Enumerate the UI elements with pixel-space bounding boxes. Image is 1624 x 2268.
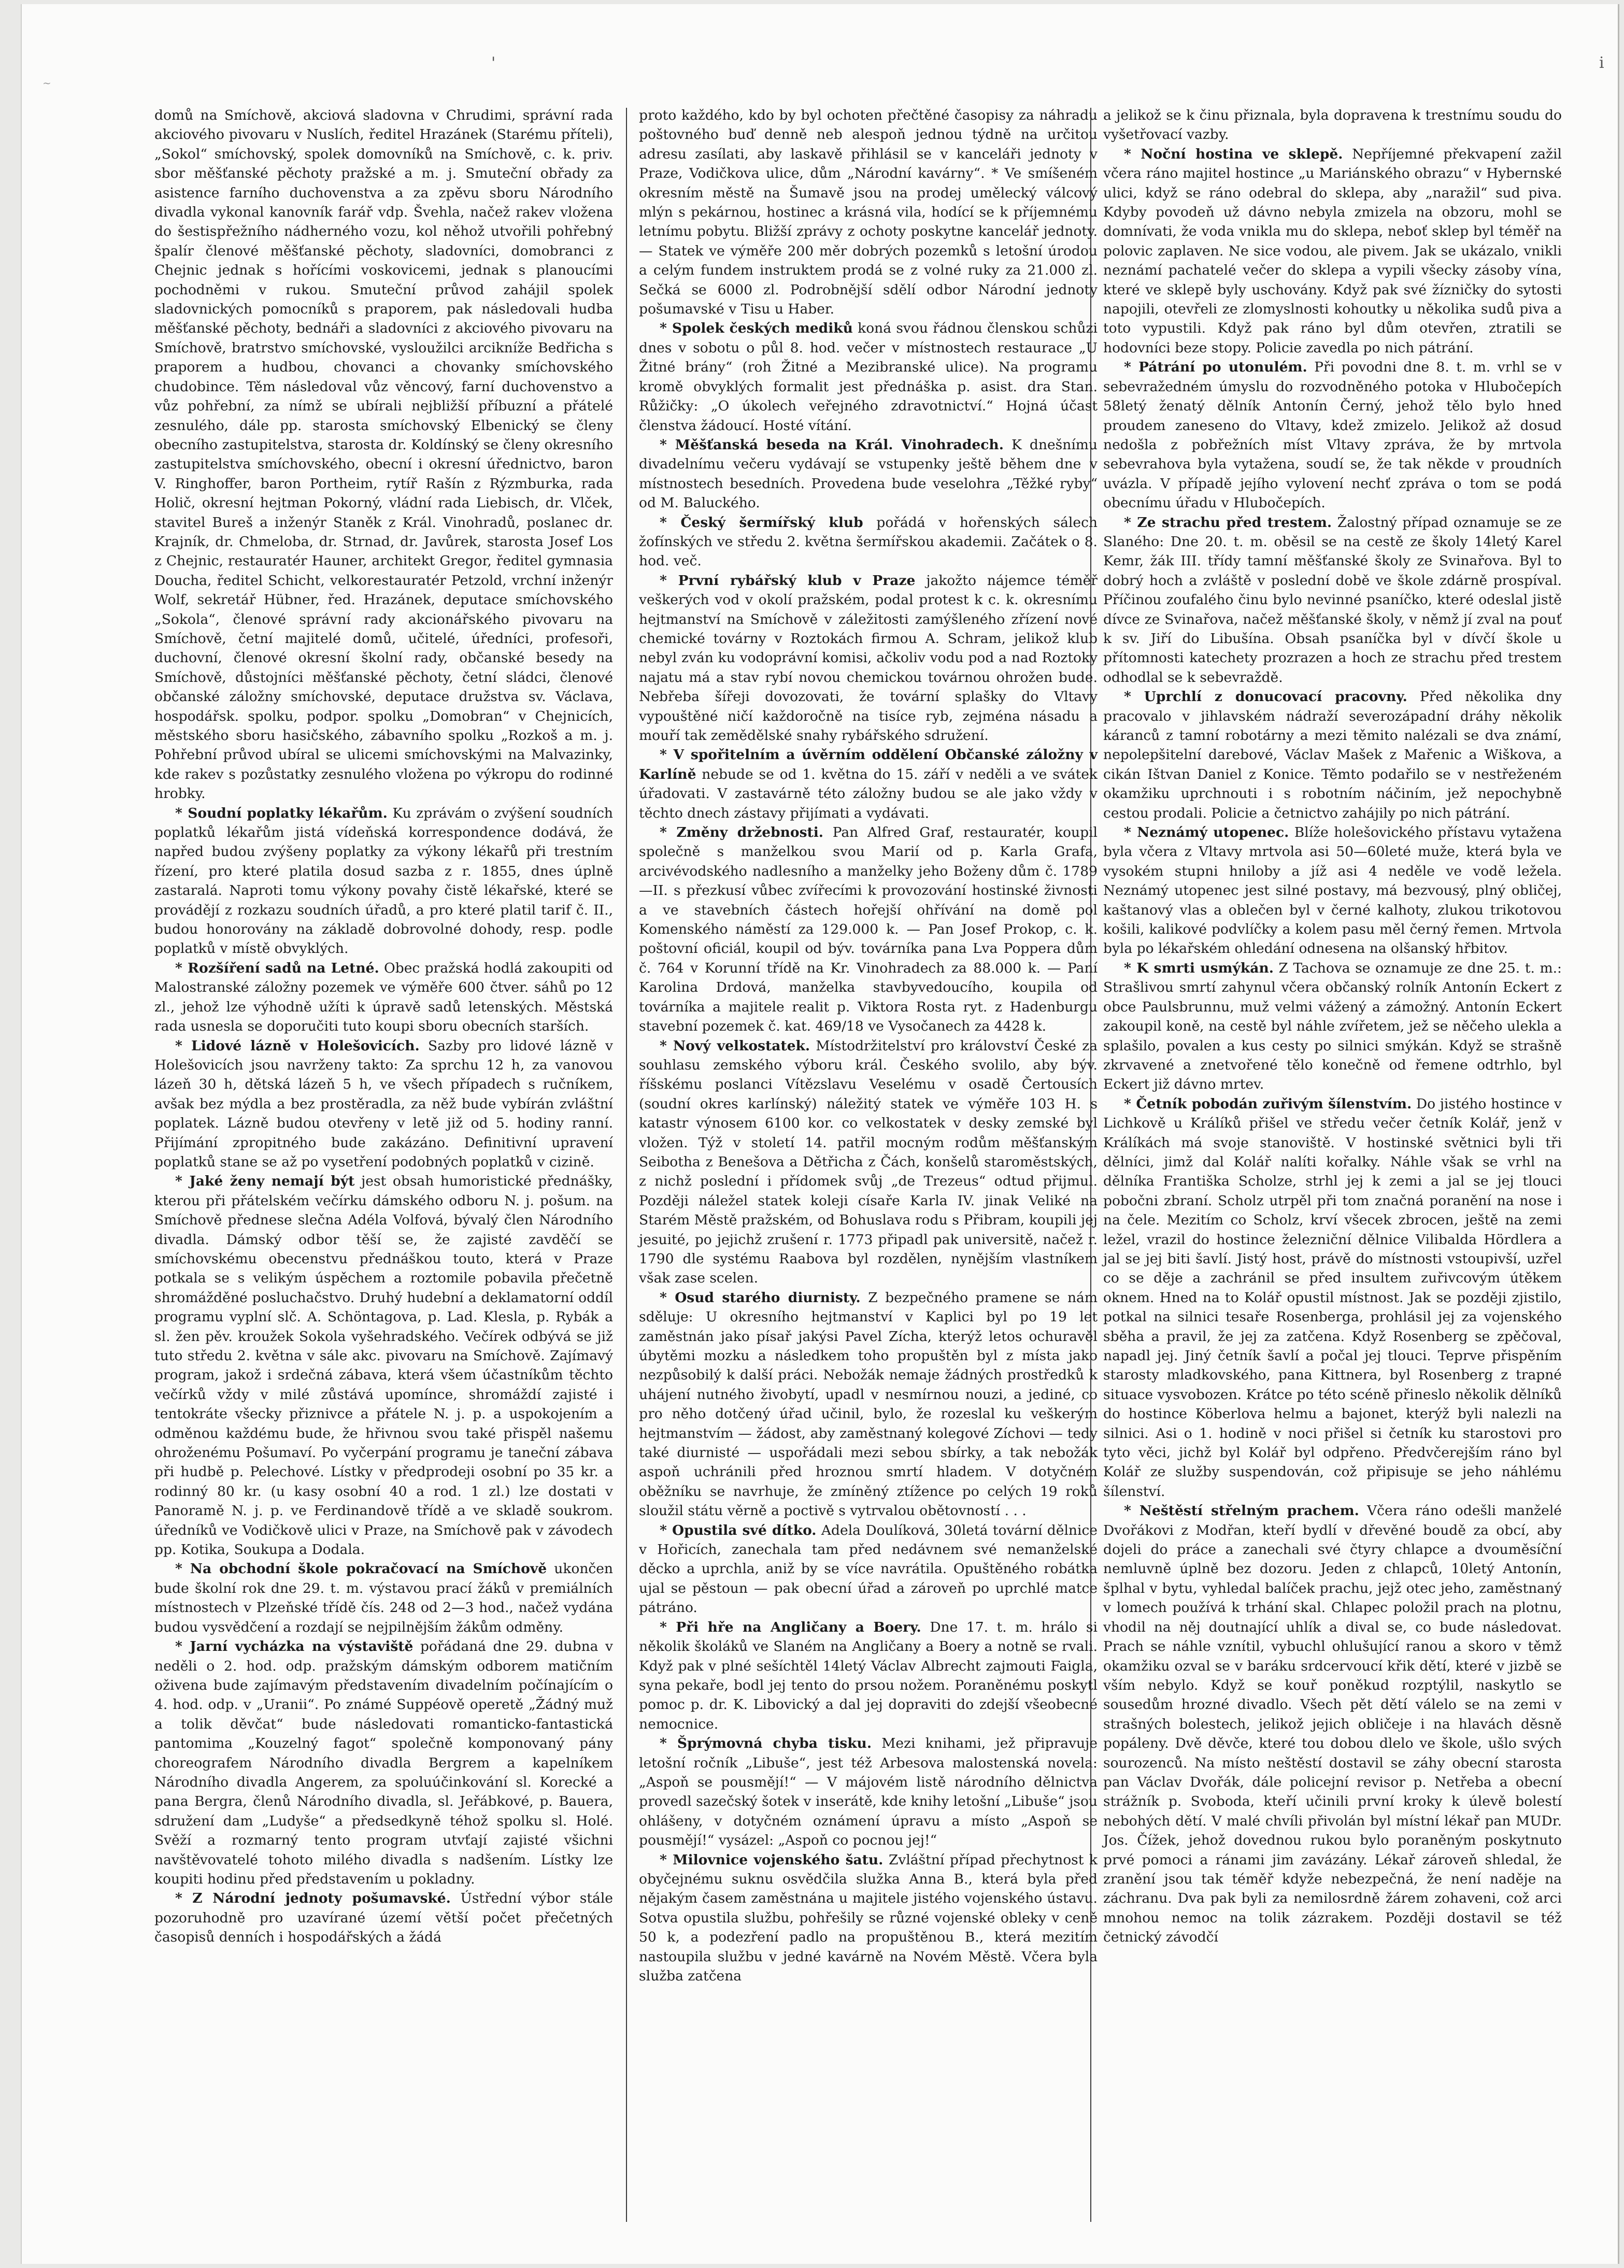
page-mark-top-right: i xyxy=(1599,54,1604,72)
news-item-heading: * Ze strachu před trestem. xyxy=(1124,514,1332,531)
news-item-text: K dnešnímu divadelnímu večeru vydávají se vstupenky ještě během dne v místnostech besedních. Provedena bude veselohra „Těžké ryby“ od M. Baluckého. xyxy=(639,436,1098,511)
news-item-heading: * Neznámý utopenec. xyxy=(1124,824,1289,841)
news-item-text: Nepříjemné překvapení zažil včera ráno majitel hostince „u Mariánského obrazu“ v Hybernské ulici, když se ráno odebral do sklepa, aby „naražil“ sud piva. Kdyby povodeň už dávno nebyla zmizela na obzoru, mohl se domnívati, že voda vnikla mu do sklepa, neboť sklep byl téměř na polovic zaplaven. Ne sice vodou, ale pivem. Jak se ukázalo, vnikli neznámí pachatelé večer do sklepa a vypili všecky zásoby vína, které ve sklepě byly uschovány. Když pak své žízničky do sytosti napojili, otevřeli ze zlomyslnosti kohoutky u několika sudů piva a toto vypustili. Když pak ráno byl dům otevřen, ztratili se hodovníci beze stopy. Policie zavedla po nich pátrání. xyxy=(1103,146,1562,356)
news-item-text: Dne 17. t. m. hrálo si několik školáků ve Slaném na Angličany a Boery a notně se rvali. Když pak v plné sešíchtěl 14letý Václav Albrecht zajmouti Faigla, syna pekaře, bodl jej tento do prsou nožem. Poraněnému poskytl pomoc p. dr. K. Libovický a dal jej dopraviti do zdejší všeobecné nemocnice. xyxy=(639,1619,1098,1732)
news-item-heading: * První rybářský klub v Praze xyxy=(660,572,916,589)
news-item-text: jakožto nájemce téměř veškerých vod v okolí pražském, podal protest k c. k. okresnímu hejtmanství na Smíchově v záležitosti zamýšleného zřízení nové chemické továrny v Roztokách firmou A. Schram, jelikož klub nebyl zván ku vodoprávní komisi, ačkoliv vodu pod a nad Roztoky najatu má a stav rybí novou chemickou továrnou ohrožen bude. Nebřeba šířeji dovozovati, že tovární splašky do Vltavy vypouštěné ničí každoročně na tisíce ryb, zejména násadu a mouří tak zemědělské snahy rybářského sdružení. xyxy=(639,572,1098,744)
news-item xyxy=(1103,823,1562,959)
news-item-text: Sazby pro lidové lázně v Holešovicích jsou navrženy takto: Za sprchu 12 h, za vanovou lázeň 30 h, dětská lázeň 5 h, ve všech případech s ručníkem, avšak bez mýdla a bez prostěradla, za něž bude vybírán zvláštní poplatek. Lázně budou otevřeny v letě již od 5. hodiny ranní. Přijímání zpropitného bude zakázáno. Definitivní upravení poplatků stane se až po vysetření podobných poplatků v cizině. xyxy=(154,1037,613,1170)
page-mark-top-center: ' xyxy=(491,54,496,72)
news-item-text: Pan Alfred Graf, restauratér, koupil společně s manželkou svou Marií od p. Karla Grafa, arcivévodského nadlesního a manželky jeho Boženy dům č. 1789—II. s přezkusí vůbec zvířecími k provozování hostinské živnosti a ve stavebních částech hořejší ohřívání na domě pol Komenského náměstí za 129.000 k. — Pan Josef Prokop, c. k. poštovní oficiál, koupil od býv. továrníka pana Lva Poppera dům č. 764 v Korunní třídě na Kr. Vinohradech za 88.000 k. — Paní Karolina Drdová, manželka stavbyvedoucího, koupila od továrníka a majitele realit p. Viktora Rosta ryt. z Hadenburgu stavební pozemek č. kat. 469/18 ve Vysočanech za 4428 k. xyxy=(639,824,1098,1035)
news-item-heading: * Spolek českých mediků xyxy=(660,320,853,337)
news-item-heading: * Jarní vycházka na výstaviště xyxy=(175,1638,414,1655)
news-item xyxy=(154,1889,613,1947)
news-item xyxy=(639,513,1098,571)
news-item-text: Ústřední výbor stále pozoruhodně pro uzavírané území větší počet přečetných časopisů denních i hospodářských a žádá xyxy=(154,1890,613,1946)
news-item xyxy=(1103,106,1562,145)
news-item xyxy=(1103,1094,1562,1502)
news-item-heading: * V spořitelním a úvěrním oddělení Občanské záložny v Karlíně xyxy=(639,747,1098,782)
news-item-text: Obec pražská hodlá zakoupiti od Malostranské záložny pozemek ve výměře 600 čtver. sáhů po 12 zl., jehož lze výhodně užíti k úpravě sadů letenských. Městská rada usnesla se doporučiti tuto koupi sboru obecních starších. xyxy=(154,960,613,1035)
news-item-heading: * Měšťanská beseda na Král. Vinohradech. xyxy=(660,436,1004,453)
news-item-text: Ku zprávám o zvýšení soudních poplatků lékařům jistá vídeňská korrespondence dodává, že napřed budou zvýšeny poplatky za výkony lékařů při trestním řízení, pro které platila dosud sazba z r. 1855, dnes úplně zastaralá. Naproti tomu výkony povahy čistě lékařské, které se provádějí z rozkazu soudních úřadů, a pro které platil tarif č. II., budou honorovány na základě dobrovolné dohody, resp. podle poplatků v místě obvyklých. xyxy=(154,805,613,957)
news-item-heading: * Při hře na Angličany a Boery. xyxy=(660,1619,921,1635)
news-item-text: Blíže holešovického přístavu vytažena byla včera z Vltavy mrtvola asi 50—60leté muže, která byla ve vysokém stupni hniloby a jíž asi 4 neděle ve vodě ležela. Neznámý utopenec jest silné postavy, má bezvousý, plný obličej, kaštanový vlas a oblečen byl v černé kalhoty, zlukou trikotovou košili, kalikové podvlíčky a kolem pasu měl černý řemen. Mrtvola byla po lékařském ohledání odnesena na olšanský hřbitov. xyxy=(1103,824,1562,957)
news-item xyxy=(154,959,613,1036)
news-item-heading: * Šprýmovná chyba tisku. xyxy=(660,1735,872,1752)
news-item-heading: * Osud starého diurnisty. xyxy=(660,1289,861,1306)
news-item-text: Mezi knihami, jež připravuje letošní ročník „Libuše“, jest též Arbesova malostenská novela: „Aspoň se pousmějí!“ — V májovém listě národního dělnictva provedl sazečský šotek v inserátě, kde knihy letošní „Libuše“ jsou ohlášeny, v dotyčném oznámení úpravu a místo „Aspoň se pousmějí!“ vysázel: „Aspoň co pocnou jej!“ xyxy=(639,1735,1098,1849)
news-item-heading: * Změny držebnosti. xyxy=(660,824,824,841)
news-item-text: a jelikož se k činu přiznala, byla dopravena k trestnímu soudu do vyšetřovací vazby. xyxy=(1103,107,1562,143)
news-item xyxy=(154,1172,613,1559)
news-item xyxy=(639,1618,1098,1734)
news-item-heading: * Jaké ženy nemají být xyxy=(175,1173,355,1190)
news-item-heading: * Český šermířský klub xyxy=(660,514,863,531)
news-item-heading: * Nový velkostatek. xyxy=(660,1037,810,1054)
news-item xyxy=(1103,145,1562,358)
news-item-heading: * Z Národní jednoty pošumavské. xyxy=(175,1890,451,1907)
news-item-text: nebude se od 1. května do 15. září v neděli a ve svátek úřadovati. V zastavárně této záložny budou se ale jako vždy v těchto dnech zástavy přijímati a vydávati. xyxy=(639,766,1098,821)
news-item xyxy=(1103,358,1562,512)
news-item xyxy=(639,1734,1098,1850)
news-item-text: koná svou řádnou členskou schůzi dnes v sobotu o půl 8. hod. večer v místnostech restaurace „U Žitné brány“ (roh Žitné a Mezibranské ulice). Na programu kromě obvyklých formalit jest přednáška p. asist. dra Stan. Růžičky: „O úkolech veřejného zdravotnictví.“ Hojná účast členstva žádoucí. Hosté vítání. xyxy=(639,320,1098,434)
page-mark-top-left: ~ xyxy=(42,77,51,89)
news-item xyxy=(154,106,613,804)
news-item xyxy=(639,319,1098,435)
news-item-heading: * Rozšíření sadů na Letné. xyxy=(175,960,379,976)
news-item xyxy=(639,1521,1098,1618)
news-item xyxy=(154,1036,613,1172)
news-item-heading: * Soudní poplatky lékařům. xyxy=(175,805,388,821)
news-item-heading: * Opustila své dítko. xyxy=(660,1522,817,1538)
news-item-heading: * Četník pobodán zuřivým šílenstvím. xyxy=(1124,1095,1412,1112)
news-item-text: Při povodni dne 8. t. m. vrhl se v sebevražedném úmyslu do rozvodněného potoka v Hlubočepích 58letý ženatý dělník Antonín Černý, jehož tělo bylo hned proudem zaneseno do Vltavy, kdež zmizelo. Jelikož až dosud nedošla z pobřežních míst Vltavy zpráva, že by mrtvola sebevrahova byla vytažena, soudí se, že tak někde v proudních uvázla. V případě jejího vylovení nechť zpráva o tom se podá obecnímu úřadu v Hlubočepích. xyxy=(1103,359,1562,511)
news-item xyxy=(639,435,1098,513)
column-1 xyxy=(154,106,613,1947)
news-item xyxy=(639,106,1098,319)
news-item xyxy=(639,745,1098,823)
news-item xyxy=(639,1288,1098,1521)
news-item xyxy=(639,1036,1098,1288)
news-item-text: Adela Doulíková, 30letá tovární dělnice v Hořicích, zanechala tam před nedávnem své nemanželské děcko a uprchla, aniž by se více navrátila. Opuštěného robátka ujal se pěstoun — pak obecní úřad a zároveň po uprchlé matce pátráno. xyxy=(639,1522,1098,1616)
news-item-heading: * Uprchlí z donucovací pracovny. xyxy=(1124,689,1407,705)
column-3 xyxy=(1103,106,1562,1947)
news-item-text: domů na Smíchově, akciová sladovna v Chrudimi, správní rada akciového pivovaru v Nuslích, ředitel Hrazánek (Starému příteli), „Sokol“ smíchovský, spolek domovníků na Smíchově, c. k. priv. sbor měšťanské pěchoty pražské a m. j. Smuteční obřady za asistence farního duchovenstva a za zpěvu sboru Národního divadla vykonal kanovník farář vdp. Švehla, načež rakev vložena do šestispřežního nádherného vozu, kol něhož utvořili pohřebný špalír členové měšťanské pěchoty, sladovníci, domobranci z Chejnic jednak s hořícími voskovicemi, jednak s planoucími pochodněmi v rukou. Smuteční průvod zahájil spolek sladovnických pomocníků s praporem, pak následovali hudba měšťanské pěchoty, bednáři a sladovníci z akciového pivovaru na Smíchově, bratrstvo smíchovské, vysloužilci arcikníže Bedřicha s praporem a hudbou, chovanci a chovanky smíchovského chudobince. Těm následoval vůz věncový, farní duchovenstvo a vůz pohřební, za nímž se ubírali nejbližší příbuzní a přátelé zesnulého, dále pp. starosta smíchovský Elbenický se členy obecního zastupitelstva, starosta dr. Koldínský se členy okresního zastupitelstva smíchovského, obecní i okresní úřednictvo, baron V. Ringhoffer, baron Portheim, rytíř Rašín z Rýzmburka, rada Holič, okresní hejtman Pokorný, vládní rada Liebisch, dr. Vlček, stavitel Bureš a inženýr Staněk z Král. Vinohradů, poslanec dr. Krajník, dr. Chmeloba, dr. Strnad, dr. Javůrek, starosta Josef Los z Chejnic, restauratér Hauner, architekt Gregor, ředitel gymnasia Doucha, ředitel Schicht, velkorestauratér Petzold, vrchní inženýr Wolf, sekretář Hübner, řed. Hrazánek, deputace smíchovského „Sokola“, členové správní rady akcionářského pivovaru na Smíchově, četní majitelé domů, učitelé, úředníci, profesoři, duchovní, členové okresní školní rady, občanské besedy na Smíchově, důstojníci měšťanské pěchoty, četní sládci, členové občanské záložny smíchovské, deputace družstva sv. Václava, hospodářsk. spolku, podpor. spolku „Domobran“ v Chejnicích, městského sboru hasičského, zábavního spolku „Rozkoš a m. j. Pohřební průvod ubíral se ulicemi smíchovskými na Malvazinky, kde rakev s pozůstatky zesnulého vložena po výkropu do rodinné hrobky. xyxy=(154,107,613,802)
news-item-heading: * Lidové lázně v Holešovicích. xyxy=(175,1037,420,1054)
newspaper-page xyxy=(21,4,1619,2264)
news-item xyxy=(1103,687,1562,823)
news-item xyxy=(639,571,1098,746)
news-item-text: Z Tachova se oznamuje ze dne 25. t. m.: Strašlivou smrtí zahynul včera občanský rolník Antonín Eckert z obce Paulsbrunnu, muž velmi vážený a zámožný. Antonín Eckert zakoupil koně, na cestě byl náhle zvířetem, jež se něčeho ulekla a splašilo, povalen a kus cesty po silnici smýkán. Když se strašně zkrvavené a znetvořené tělo konečně od řemene odtrhlo, byl Eckert již dávno mrtev. xyxy=(1103,960,1562,1093)
news-item-text: ukončen bude školní rok dne 29. t. m. výstavou prací žáků v premiálních místnostech v Plzeňské třídě čís. 248 od 2—3 hod., načež vydána budou vysvědčení a rozdají se nejpilnějším žákům odměny. xyxy=(154,1561,613,1635)
news-item-text: Z bezpečného pramene se nám sděluje: U okresního hejtmanství v Kaplici byl po 19 let zaměstnán jako písař jakýsi Pavel Zícha, kterýž letos ochuravěl úbytěmi mozku a následkem toho propuštěn byl z místa jako nezpůsobilý k další práci. Nebožák nemaje žádných prostředků k uhájení nutného živobytí, upadl v nesmírnou nouzi, a jediné, co pro něho dotčený úřad učinil, bylo, že rozeslal ku veškerým hejtmanstvím — žádost, aby zaměstnaný kolegové Zíchovi — tedy také diurnisté — uspořádali mezi sebou sbírky, a tak nebožák aspoň uchránili před hroznou smrtí hladem. V dotyčném oběžníku se navrhuje, že zmíněný ztížence po celých 19 roků sloužil státu věrně a poctivě s vytrvalou obětovností . . . xyxy=(639,1289,1098,1519)
news-item-text: Místodržitelství pro království České za souhlasu zemského výboru král. Českého svolilo, aby býv. říšskému poslanci Vítězslavu Veselému v osadě Čertousích (soudní okres karlínský) náležitý statek ve výměře 103 H. s katastr výnosem 6100 kor. co velkostatek v desky zemské byl vložen. Týž v století 14. patřil mocným rodům měšťanským Seibotha z Benešova a Dětřicha z Čách, konšelů staroměstských, z nichž poslední i přídomek svůj „de Trezeus“ odtud přijmul. Později náležel statek koleji císaře Karla IV. jinak Veliké na Starém Městě pražském, od Bohuslava rodu s Přibram, koupili jej jesuité, po jejichž zrušení r. 1773 připadl pak universitě, načež r. 1790 dle systému Raabova byl rozdělen, nynějším vlastníkem však zase scelen. xyxy=(639,1037,1098,1287)
news-item xyxy=(639,1850,1098,1986)
news-item-text: jest obsah humoristické přednášky, kterou při přátelském večírku dámského odboru N. j. pošum. na Smíchově přednese slečna Adéla Volfová, bývalý člen Národního divadla. Dámský odbor těší se, že zajisté zavděčí se smíchovskému obecenstvu přednáškou touto, která v Praze potkala se s velikým úspěchem a roztomile pobavila přečetně shromážděné posluchačstvo. Druhý hudební a deklamatorní oddíl programu vyplní slč. A. Schöntagova, p. Lad. Klesla, p. Rybák a sl. žen pěv. kroužek Sokola vyšehradského. Večírek odbývá se již tuto středu 2. května v sále akc. pivovaru na Smíchově. Zajímavý program, jakož i srdečná zábava, která všem účastníkům těchto večírků vždy v milé zůstává upomínce, shromáždí zajisté i tentokráte všecky přiznivce a přátele N. j. p. a uspokojením a odměnou každému bude, že hřivnou svou také přispěl našemu ohroženému Pošumaví. Po vyčerpání programu je taneční zábava při hudbě p. Pelechové. Lístky v předprodeji osobní po 35 kr. a rodinný 80 kr. (u kasy osobní 40 a rod. 1 zl.) lze dostati v Panoramě N. j. p. ve Ferdinandově třídě a ve skladě soukrom. úředníků ve Vodičkově ulici v Praze, na Smíchově pak v závodech pp. Kotika, Soukupa a Dodala. xyxy=(154,1173,613,1558)
news-item xyxy=(154,804,613,959)
column-rule-1 xyxy=(626,108,627,2222)
news-item-text: Žalostný případ oznamuje se ze Slaného: Dne 20. t. m. oběsil se na cestě ze školy 14letý Karel Kemr, žák III. třídy tamní měšťanské školy ze Svinařova. Byl to dobrý hoch a zvláště v poslední době ve škole zdárně prospíval. Příčinou zoufalého činu bylo nevinné psaníčko, které odeslal jistě dívce ze Svinařova, načež měšťanské školy, v němž jí zval na pouť k sv. Jiří do Libušína. Obsah psaníčka byl v dívčí škole u přítomnosti katechety prozrazen a hoch ze strachu před trestem odhodlal se k sebevraždě. xyxy=(1103,514,1562,686)
news-item xyxy=(154,1559,613,1637)
news-item-heading: * Pátrání po utonulém. xyxy=(1124,359,1307,376)
news-item xyxy=(154,1637,613,1889)
news-item-text: Zvláštní případ přechytnost k obyčejnému suknu osvědčila služka Anna B., která byla před nějakým časem zaměstnána u majitele jistého vojenského ústavu. Sotva opustila službu, pohřešily se různé vojenské obleky v ceně 50 k, a podezření padlo na propuštěnou B., která mezitím nastoupila službu v jedné kavárně na Novém Městě. Včera byla služba zatčena xyxy=(639,1851,1098,1984)
news-item-text: pořádá v hořenských sálech žofínských ve středu 2. května šermířskou akademii. Začátek o 8. hod. več. xyxy=(639,514,1098,569)
news-item-text: Do jistého hostince v Lichkově u Králíků přišel ve středu večer četník Kolář, jenž v Králíkách má svoje stanoviště. V hostinské světnici byli tři dělníci, jimž dal Kolář nalíti kořalky. Náhle však se vrhl na dělníka Františka Scholze, strhl jej k zemi a jal se jej tlouci pobočni zbraní. Scholz utrpěl při tom značná poranění na nose i na čele. Mezitím co Scholz, krví všecek zbrocen, ještě na zemi ležel, vrazil do hostince železniční dělnice Vilibalda Hördlera a jal se jej biti šavlí. Jistý host, právě do místnosti vstoupivší, uzřel co se děje a zachránil se před insultem zuřivcovým útěkem oknem. Hned na to Kolář opustil místnost. Jak se později zjistilo, potkal na silnici tesaře Rosenberga, prohlásil jej za vojenského sběha a pravil, že jej za zatčena. Když Rosenberg se zpěčoval, napadl jej. Jiný četník šavlí a počal jej tlouci. Teprve přispěním starosty mladkovského, pana Kittnera, byl Rosenberg z trapné situace vysvobozen. Krátce po této scéně přineslo několik dělníků do hostince Köberlova helmu a bajonet, kterýž byli nalezli na silnici. Asi o 1. hodině v noci přišel si četník ku starostovi pro tyto věci, jichž byl Kolář byl odpřeno. Předvčerejším ráno byl Kolář ze služby suspendován, což připisuje se jeho náhlému šílenství. xyxy=(1103,1095,1562,1500)
news-item-heading: * Neštěstí střelným prachem. xyxy=(1124,1503,1359,1519)
news-item-heading: * Noční hostina ve sklepě. xyxy=(1124,146,1343,162)
news-item-heading: * Na obchodní škole pokračovací na Smíchově xyxy=(175,1561,547,1577)
news-item-heading: * Milovnice vojenského šatu. xyxy=(660,1851,884,1868)
news-item-heading: * K smrti usmýkán. xyxy=(1124,960,1274,976)
news-item-text: Včera ráno odešli manželé Dvořákovi z Modřan, kteří bydlí v dřevěné boudě za obcí, aby dojeli do práce a zanechali své čtyry chlapce a dvouměsíční nemluvně úplně bez dozoru. Jeden z chlapců, 10letý Antonín, šplhal v bytu, vyhledal balíček prachu, jejž otec jeho, zaměstnaný v lomech používá k trhání skal. Chlapec položil prach na plotnu, vhodil na něj doutnající uhlík a dival se, co bude následovat. Prach se náhle vznítil, vybuchl ohlušující ranou a skoro v těmž okamžiku ozval se v baráku srdcervoucí křik dětí, které v jizbě se vším nebylo. Když se kouř poněkud rozptýlil, naskytlo se sousedům hrozné divadlo. Všech pět dětí válelo se na zemi v strašných bolestech, jelikož jejich obličeje i na hlavách děsně popáleny. Dvě děvče, které tou dobou dlelo ve škole, ušlo svých sourozenců. Na místo neštěstí dostavil se záhy obecní starosta pan Václav Dvořák, dále policejní revisor p. Netřeba a obecní strážník p. Svoboda, kteří učinili první kroky k úlevě bolestí nebohých dětí. V malé chvíli přivolán byl místní lékař pan MUDr. Jos. Čížek, jehož dovednou rukou bylo poraněným poskytnuto prvé pomoci a ránami jim zavázány. Lékař zároveň shledal, že zranění jsou tak téměř kdyže nebezpečná, že není naděje na záchranu. Dva pak byli za nemilosrdně žárem zohaveni, což arci mnohou nemoc na tolik zázrakem. Později dostavil se též četnický závodčí xyxy=(1103,1503,1562,1946)
column-2 xyxy=(639,106,1098,1986)
news-item-text: pořádaná dne 29. dubna v neděli o 2. hod. odp. pražským dámským odborem matičním oživena bude zajímavým představením divadelním počínajícím o 4. hod. odp. v „Uranii“. Po známé Suppéově operetě „Žádný muž a tolik děvčat“ bude následovati romanticko-fantastická pantomima „Kouzelný fagot“ společně komponovaný pány choreografem Národního divadla Bergrem a kapelníkem Národního divadla Angerem, za spoluúčinkování sl. Korecké a pana Bergra, členů Národního divadla, sl. Jeřábkové, p. Bauera, sdružení dam „Ludyše“ a předsedkyně téhož spolku sl. Holé. Svěží a rozmarný tento program utvťají zajisté všichni navštěvovatelé tohoto milého divadla s nadšením. Lístky lze koupiti hodinu před představením u pokladny. xyxy=(154,1638,613,1887)
news-item xyxy=(639,823,1098,1036)
news-item-text: Před několika dny pracovalo v jihlavském nádraží severozápadní dráhy několik káranců z tamní robotárny a mezi těmito nalézali se dva známí, nepolepšitelní darebové, Václav Mašek z Mařenic a Wiškova, a cikán Ištvan Daniel z Konice. Těmto podařilo se v nestřeženém okamžiku uprchnouti i s robotním náčiním, jež nepochybně cestou prodali. Policie a četnictvo zahájily po nich pátrání. xyxy=(1103,689,1562,821)
news-item-text: proto každého, kdo by byl ochoten přečtěné časopisy za náhradu poštovného buď denně neb alespoň jednou týdně na určitou adresu zasílati, aby laskavě přihlásil se v kanceláři jednoty v Praze, Vodičkova ulice, dům „Národní kavárny“. * Ve smíšeném okresním městě na Šumavě jsou na prodej umělecký válcový mlýn s pekárnou, hostinec a krásná vila, hodící se k příjemnému letnímu pobytu. Bližší zprávy z ochoty poskytne kancelář jednoty. — Statek ve výměře 200 měr dobrých pozemků s letošní úrodou a celým fundem instruktem prodá se z volné ruky za 21.000 zl. Sečká se 6000 zl. Podrobnější sdělí odbor Národní jednoty pošumavské v Tisu u Haber. xyxy=(639,107,1098,318)
news-item xyxy=(1103,513,1562,688)
news-item xyxy=(1103,959,1562,1094)
news-item xyxy=(1103,1501,1562,1947)
